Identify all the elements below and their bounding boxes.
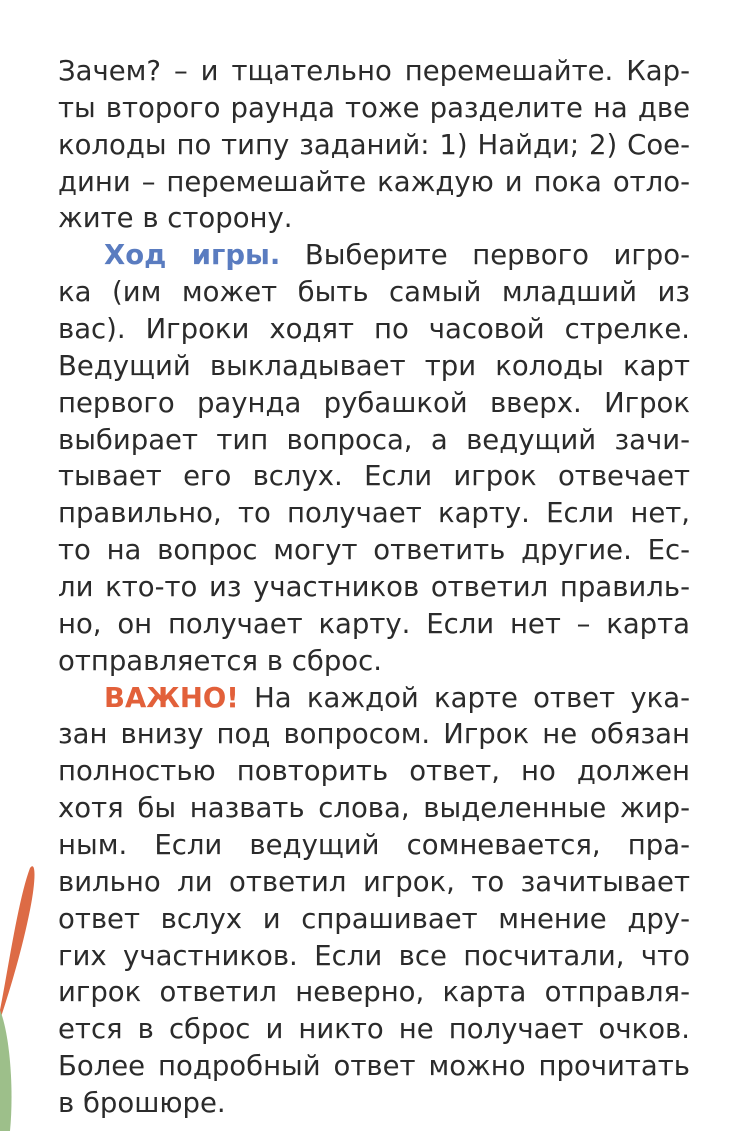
text-line: ка (им может быть самый младший из bbox=[58, 276, 690, 309]
text-line: дини – перемешайте каждую и пока отло- bbox=[58, 165, 690, 198]
text-line: игрок ответил неверно, карта отправля- bbox=[58, 976, 690, 1009]
text-line: отправляется в сброс. bbox=[58, 644, 382, 677]
text-line: жите в сторону. bbox=[58, 202, 293, 235]
text-line: ли кто-то из участников ответил правиль- bbox=[58, 571, 690, 604]
text-line: ется в сброс и никто не получает очков. bbox=[58, 1013, 690, 1046]
text-line: Зачем? – и тщательно перемешайте. Кар- bbox=[58, 55, 690, 87]
text-line bbox=[58, 680, 690, 717]
text-line: в брошюре. bbox=[58, 1087, 226, 1120]
section-heading-gameplay: Ход игры. bbox=[104, 239, 281, 272]
text-line: ответ вслух и спрашивает мнение дру- bbox=[58, 902, 690, 935]
text-line: полностью повторить ответ, но должен bbox=[58, 755, 690, 788]
text-line: Более подробный ответ можно прочитать bbox=[58, 1050, 690, 1083]
rules-text bbox=[58, 53, 690, 1122]
text-line: но, он получает карту. Если нет – карта bbox=[58, 607, 690, 640]
text-run: На каждой карте ответ ука- bbox=[238, 681, 690, 714]
important-label: ВАЖНО! bbox=[104, 681, 239, 714]
text-line: правильно, то получает карту. Если нет, bbox=[58, 497, 690, 530]
text-line: вас). Игроки ходят по часовой стрелке. bbox=[58, 313, 690, 346]
text-line: первого раунда рубашкой вверх. Игрок bbox=[58, 386, 690, 419]
text-run: Выберите первого игро- bbox=[280, 239, 690, 272]
text-line: ты второго раунда тоже разделите на две bbox=[58, 91, 690, 124]
decorative-leaves-illustration bbox=[0, 860, 60, 1131]
green-leaf bbox=[0, 1010, 12, 1131]
text-line bbox=[58, 237, 690, 274]
text-line: Ведущий выкладывает три колоды карт bbox=[58, 349, 690, 382]
text-line: гих участников. Если все посчитали, что bbox=[58, 939, 690, 972]
text-line: тывает его вслух. Если игрок отвечает bbox=[58, 460, 690, 493]
text-line: то на вопрос могут ответить другие. Ес- bbox=[58, 534, 690, 567]
text-line: колоды по типу заданий: 1) Найди; 2) Сое- bbox=[58, 128, 690, 161]
text-line: ным. Если ведущий сомневается, пра- bbox=[58, 829, 690, 862]
text-line: выбирает тип вопроса, а ведущий зачи- bbox=[58, 423, 690, 456]
orange-leaf bbox=[0, 866, 35, 1020]
text-line: вильно ли ответил игрок, то зачитывает bbox=[58, 865, 690, 898]
text-line: зан внизу под вопросом. Игрок не обязан bbox=[58, 718, 690, 751]
text-line: хотя бы назвать слова, выделенные жир- bbox=[58, 792, 690, 825]
